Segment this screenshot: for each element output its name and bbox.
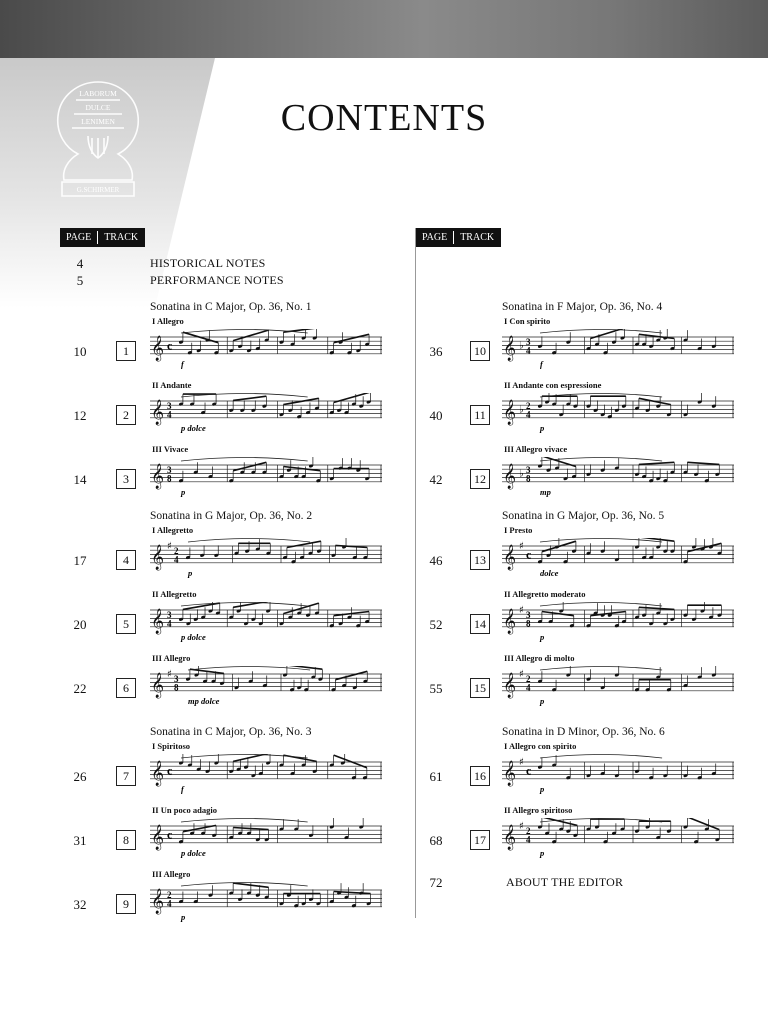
page-number: 55 — [429, 681, 443, 696]
movement-title: I Allegretto — [152, 525, 194, 535]
music-incipit — [150, 329, 382, 369]
movement-title: II Allegretto moderato — [504, 589, 586, 599]
music-incipit — [502, 538, 734, 578]
svg-text:8: 8 — [526, 618, 531, 629]
svg-text:3: 3 — [167, 400, 172, 411]
sonatina-title: Sonatina in D Minor, Op. 36, No. 6 — [502, 726, 665, 738]
svg-text:3: 3 — [167, 609, 172, 620]
svg-text:2: 2 — [167, 889, 172, 900]
svg-text:𝄞: 𝄞 — [503, 545, 517, 570]
section-heading: PERFORMANCE NOTES — [150, 273, 284, 287]
svg-text:4: 4 — [167, 898, 172, 909]
page-heading: PAGE — [66, 232, 92, 243]
svg-text:♭: ♭ — [519, 340, 524, 352]
page-number: 22 — [73, 681, 87, 696]
music-incipit — [502, 602, 734, 642]
movement-title: III Vivace — [152, 444, 189, 454]
svg-text:♯: ♯ — [519, 605, 524, 616]
svg-text:𝄞: 𝄞 — [503, 609, 517, 634]
track-number: 15 — [470, 678, 490, 698]
movement-title: II Andante con espressione — [504, 380, 602, 390]
movement-title: II Andante — [152, 380, 192, 390]
track-number: 11 — [470, 405, 490, 425]
track-number: 9 — [116, 894, 136, 914]
svg-text:𝄞: 𝄞 — [503, 464, 517, 489]
svg-text:𝄞: 𝄞 — [503, 400, 517, 425]
svg-text:♯: ♯ — [519, 821, 524, 832]
svg-text:♯: ♯ — [519, 541, 524, 552]
track-number: 17 — [470, 830, 490, 850]
svg-text:p: p — [181, 912, 186, 922]
svg-text:p dolce: p dolce — [181, 423, 206, 433]
svg-text:dolce: dolce — [540, 568, 559, 578]
svg-text:4: 4 — [174, 554, 179, 565]
page-number: 61 — [429, 769, 443, 784]
movement-title: III Allegro — [152, 653, 191, 663]
svg-text:4: 4 — [167, 618, 172, 629]
svg-text:𝄞: 𝄞 — [503, 336, 517, 361]
svg-text:♭: ♭ — [519, 404, 524, 416]
track-number: 13 — [470, 550, 490, 570]
svg-text:c: c — [526, 763, 532, 778]
svg-text:p dolce: p dolce — [181, 632, 206, 642]
page-number: 17 — [73, 553, 87, 568]
column-header — [416, 228, 501, 247]
svg-text:G.SCHIRMER: G.SCHIRMER — [76, 186, 120, 194]
music-incipit — [150, 538, 382, 578]
svg-text:3: 3 — [167, 464, 172, 475]
svg-text:𝄞: 𝄞 — [503, 761, 517, 786]
page-title: CONTENTS — [280, 97, 488, 139]
track-number: 4 — [116, 550, 136, 570]
track-number: 3 — [116, 469, 136, 489]
page-number: 36 — [429, 344, 443, 359]
music-incipit — [150, 882, 382, 922]
svg-text:DULCE: DULCE — [85, 103, 111, 112]
track-number: 16 — [470, 766, 490, 786]
svg-text:3: 3 — [174, 673, 179, 684]
svg-text:♯: ♯ — [167, 541, 172, 552]
section-heading: HISTORICAL NOTES — [150, 256, 266, 270]
top-banner — [0, 0, 768, 58]
svg-text:c: c — [167, 338, 173, 353]
svg-text:♭: ♭ — [519, 468, 524, 480]
svg-text:4: 4 — [526, 409, 531, 420]
track-number: 12 — [470, 469, 490, 489]
movement-title: II Un poco adagio — [152, 805, 217, 815]
music-incipit — [502, 457, 734, 497]
page-number: 42 — [429, 472, 443, 487]
svg-text:p: p — [540, 423, 545, 433]
svg-text:LENIMEN: LENIMEN — [81, 117, 115, 126]
svg-text:p: p — [540, 696, 545, 706]
svg-text:𝄞: 𝄞 — [151, 889, 165, 914]
sonatina-title: Sonatina in G Major, Op. 36, No. 5 — [502, 510, 665, 522]
music-incipit — [502, 754, 734, 794]
track-number: 8 — [116, 830, 136, 850]
track-number: 6 — [116, 678, 136, 698]
music-incipit — [150, 818, 382, 858]
section-heading: ABOUT THE EDITOR — [506, 875, 624, 889]
movement-title: III Allegro di molto — [504, 653, 575, 663]
movement-title: II Allegretto — [152, 589, 197, 599]
svg-text:8: 8 — [174, 682, 179, 693]
track-heading: TRACK — [104, 232, 139, 243]
music-incipit — [150, 457, 382, 497]
svg-text:4: 4 — [167, 409, 172, 420]
music-incipit — [150, 754, 382, 794]
page-number: 26 — [73, 769, 87, 784]
svg-text:p: p — [540, 784, 545, 794]
svg-text:𝄞: 𝄞 — [151, 545, 165, 570]
sonatina-title: Sonatina in F Major, Op. 36, No. 4 — [502, 301, 663, 313]
music-incipit — [150, 393, 382, 433]
track-number: 14 — [470, 614, 490, 634]
svg-text:p: p — [540, 632, 545, 642]
svg-text:p dolce: p dolce — [181, 848, 206, 858]
page-number: 31 — [73, 833, 87, 848]
svg-text:𝄞: 𝄞 — [151, 464, 165, 489]
track-number: 2 — [116, 405, 136, 425]
svg-text:♯: ♯ — [167, 669, 172, 680]
svg-text:8: 8 — [526, 473, 531, 484]
track-number: 5 — [116, 614, 136, 634]
movement-title: I Allegro — [152, 316, 184, 326]
svg-text:𝄞: 𝄞 — [151, 609, 165, 634]
svg-text:4: 4 — [526, 834, 531, 845]
svg-text:3: 3 — [526, 336, 531, 347]
column-header — [60, 228, 145, 247]
movement-title: II Allegro spiritoso — [504, 805, 573, 815]
page-number: 4 — [76, 256, 84, 271]
music-incipit — [502, 393, 734, 433]
music-incipit — [150, 602, 382, 642]
track-number: 7 — [116, 766, 136, 786]
track-number: 10 — [470, 341, 490, 361]
page-number: 40 — [429, 408, 443, 423]
svg-text:𝄞: 𝄞 — [503, 825, 517, 850]
svg-text:c: c — [167, 763, 173, 778]
svg-text:f: f — [540, 359, 543, 369]
music-incipit — [150, 666, 382, 706]
svg-text:𝄞: 𝄞 — [151, 673, 165, 698]
sonatina-title: Sonatina in G Major, Op. 36, No. 2 — [150, 510, 313, 522]
svg-text:𝄞: 𝄞 — [503, 673, 517, 698]
svg-text:2: 2 — [526, 673, 531, 684]
page-number: 32 — [73, 897, 87, 912]
movement-title: III Allegro — [152, 869, 191, 879]
page-number: 46 — [429, 553, 443, 568]
svg-text:𝄞: 𝄞 — [151, 336, 165, 361]
svg-text:LABORUM: LABORUM — [79, 89, 117, 98]
sonatina-title: Sonatina in C Major, Op. 36, No. 1 — [150, 301, 312, 313]
page-number: 68 — [429, 833, 443, 848]
movement-title: I Con spirito — [504, 316, 551, 326]
svg-text:2: 2 — [526, 825, 531, 836]
page-heading: PAGE — [422, 232, 448, 243]
svg-text:3: 3 — [526, 464, 531, 475]
svg-text:♯: ♯ — [519, 669, 524, 680]
svg-text:2: 2 — [174, 545, 179, 556]
svg-text:p: p — [540, 848, 545, 858]
svg-text:p: p — [188, 568, 193, 578]
svg-text:♯: ♯ — [519, 757, 524, 768]
music-incipit — [502, 818, 734, 858]
svg-text:8: 8 — [167, 473, 172, 484]
music-incipit — [502, 666, 734, 706]
svg-text:𝄞: 𝄞 — [151, 825, 165, 850]
page-number: 20 — [73, 617, 87, 632]
movement-title: I Spiritoso — [152, 741, 191, 751]
track-heading: TRACK — [460, 232, 495, 243]
svg-text:f: f — [181, 784, 184, 794]
left-column — [60, 228, 416, 922]
svg-text:p: p — [181, 487, 186, 497]
music-incipit — [502, 329, 734, 369]
svg-text:mp dolce: mp dolce — [188, 696, 220, 706]
svg-text:4: 4 — [526, 682, 531, 693]
svg-text:f: f — [181, 359, 184, 369]
page-number: 5 — [76, 273, 84, 288]
movement-title: I Allegro con spirito — [504, 741, 577, 751]
svg-text:3: 3 — [526, 609, 531, 620]
page-number: 72 — [429, 875, 443, 890]
right-column — [416, 228, 746, 918]
page-number: 52 — [429, 617, 443, 632]
svg-text:4: 4 — [526, 345, 531, 356]
track-number: 1 — [116, 341, 136, 361]
page-number: 12 — [73, 408, 87, 423]
svg-text:mp: mp — [540, 487, 551, 497]
svg-text:c: c — [167, 827, 173, 842]
page-number: 10 — [73, 344, 87, 359]
movement-title: I Presto — [504, 525, 533, 535]
svg-text:2: 2 — [526, 400, 531, 411]
movement-title: III Allegro vivace — [504, 444, 568, 454]
svg-text:c: c — [526, 547, 532, 562]
svg-text:𝄞: 𝄞 — [151, 761, 165, 786]
svg-text:𝄞: 𝄞 — [151, 400, 165, 425]
sonatina-title: Sonatina in C Major, Op. 36, No. 3 — [150, 726, 312, 738]
page-number: 14 — [73, 472, 87, 487]
